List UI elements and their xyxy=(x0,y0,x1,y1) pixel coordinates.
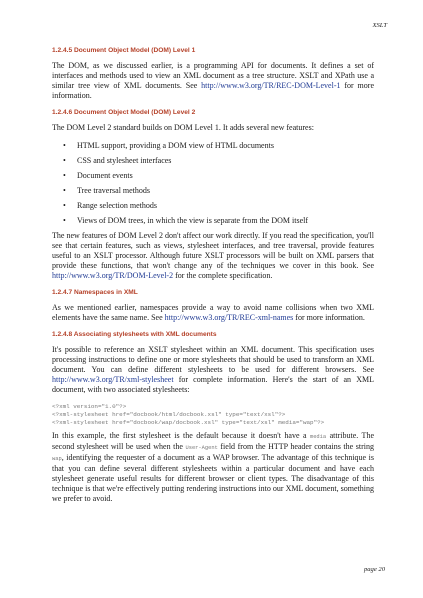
paragraph-text: The new features of DOM Level 2 don't affect our work directly. If you read the specification, you'll see that certain features, such as views, stylesheet interfaces, and tree traversal, provide features useful to an XSLT processor. Although future XSLT processors will be built on XML parsers that provide these functions, that won't change any of the techniques we cover in this book. See xyxy=(52,231,374,270)
paragraph-text-end: for the complete specification. xyxy=(173,271,273,280)
bullet-icon: • xyxy=(63,171,66,180)
bullet-icon: • xyxy=(63,141,66,150)
list-item xyxy=(52,216,374,226)
bullet-icon: • xyxy=(63,156,66,165)
paragraph-dom-level-1 xyxy=(52,61,374,101)
code-line: <?xml-stylesheet href="docbook/wap/docbook.xsl" type="text/xsl" media="wap"?> xyxy=(52,419,325,426)
section-heading-namespaces: 1.2.4.7 Namespaces in XML xyxy=(52,289,138,296)
code-line: <?xml-stylesheet href="docbook/html/docbook.xsl" type="text/xsl"?> xyxy=(52,411,286,418)
list-item-text: Document events xyxy=(77,171,133,180)
paragraph-text: The DOM, as we discussed earlier, is a programming API for documents. It defines a set of interfaces and methods used to view an XML document as a tree structure. XSLT and XPath use a similar tree view of XML documents. See xyxy=(52,61,374,90)
paragraph-text: , identifying the requester of a document as a WAP browser. The advantage of this technique is that you can define several different stylesheets within a particular document and have each stylesheet generate useful results for different browser or client types. The disadvantage of this technique is that we're effectively putting rendering instructions into our XML document, something we prefer to avoid. xyxy=(52,453,374,503)
link-xml-stylesheet[interactable]: http://www.w3.org/TR/xml-stylesheet xyxy=(52,375,174,384)
paragraph-text-end: for complete information. Here's the start of an XML document, with two associated stylesheets: xyxy=(52,375,374,394)
paragraph-text: attribute. The second stylesheet will be used when the xyxy=(52,431,374,451)
paragraph-dom-level-2-intro: The DOM Level 2 standard builds on DOM Level 1. It adds several new features: xyxy=(52,123,314,132)
page-number: page 20 xyxy=(363,566,385,573)
list-item-text: HTML support, providing a DOM view of HTML documents xyxy=(77,141,274,150)
paragraph-text: It's possible to reference an XSLT stylesheet within an XML document. This specification uses processing instructions to define one or more stylesheets that should be used to transform an XML document. You can define different stylesheets to be used for different browsers. See xyxy=(52,345,374,374)
bullet-icon: • xyxy=(63,201,66,210)
section-heading-stylesheets: 1.2.4.8 Associating stylesheets with XML documents xyxy=(52,331,217,338)
paragraph-text-end: for more information. xyxy=(52,81,374,100)
link-xml-names[interactable]: http://www.w3.org/TR/REC-xml-names xyxy=(164,313,294,322)
paragraph-text: field from the HTTP header contains the string xyxy=(217,442,374,451)
paragraph-text: In this example, the first stylesheet is the default because it doesn't have a xyxy=(52,431,310,440)
section-heading-dom-level-1: 1.2.4.5 Document Object Model (DOM) Level 1 xyxy=(52,47,196,54)
inline-code-media: media xyxy=(309,434,327,440)
page-content xyxy=(52,47,374,512)
link-dom-level-1[interactable]: http://www.w3.org/TR/REC-DOM-Level-1 xyxy=(201,81,341,90)
paragraph-stylesheets xyxy=(52,345,374,395)
paragraph-stylesheet-example xyxy=(52,431,374,504)
code-block xyxy=(52,403,374,427)
paragraph-dom-level-2 xyxy=(52,231,374,281)
inline-code-wap: wap xyxy=(52,456,62,462)
list-item-text: Tree traversal methods xyxy=(77,186,151,195)
bullet-icon: • xyxy=(63,186,66,195)
list-item xyxy=(52,186,374,196)
inline-code-user-agent: User-Agent xyxy=(185,445,218,451)
code-line: <?xml version="1.0"?> xyxy=(52,403,127,410)
running-header: XSLT xyxy=(372,22,387,29)
list-item xyxy=(52,141,374,151)
list-item-text: Range selection methods xyxy=(77,201,157,210)
list-item xyxy=(52,201,374,211)
paragraph-text-end: for more information. xyxy=(293,313,365,322)
link-dom-level-2[interactable]: http://www.w3.org/TR/DOM-Level-2 xyxy=(52,271,174,280)
bullet-icon: • xyxy=(63,216,66,225)
list-item xyxy=(52,156,374,166)
feature-list xyxy=(52,141,374,226)
section-heading-dom-level-2: 1.2.4.6 Document Object Model (DOM) Level 2 xyxy=(52,109,196,116)
list-item-text: CSS and stylesheet interfaces xyxy=(77,156,172,165)
paragraph-namespaces xyxy=(52,303,374,323)
paragraph-text: As we mentioned earlier, namespaces provide a way to avoid name collisions when two XML elements have the same name. See xyxy=(52,303,374,322)
list-item xyxy=(52,171,374,181)
list-item-text: Views of DOM trees, in which the view is separate from the DOM itself xyxy=(77,216,309,225)
